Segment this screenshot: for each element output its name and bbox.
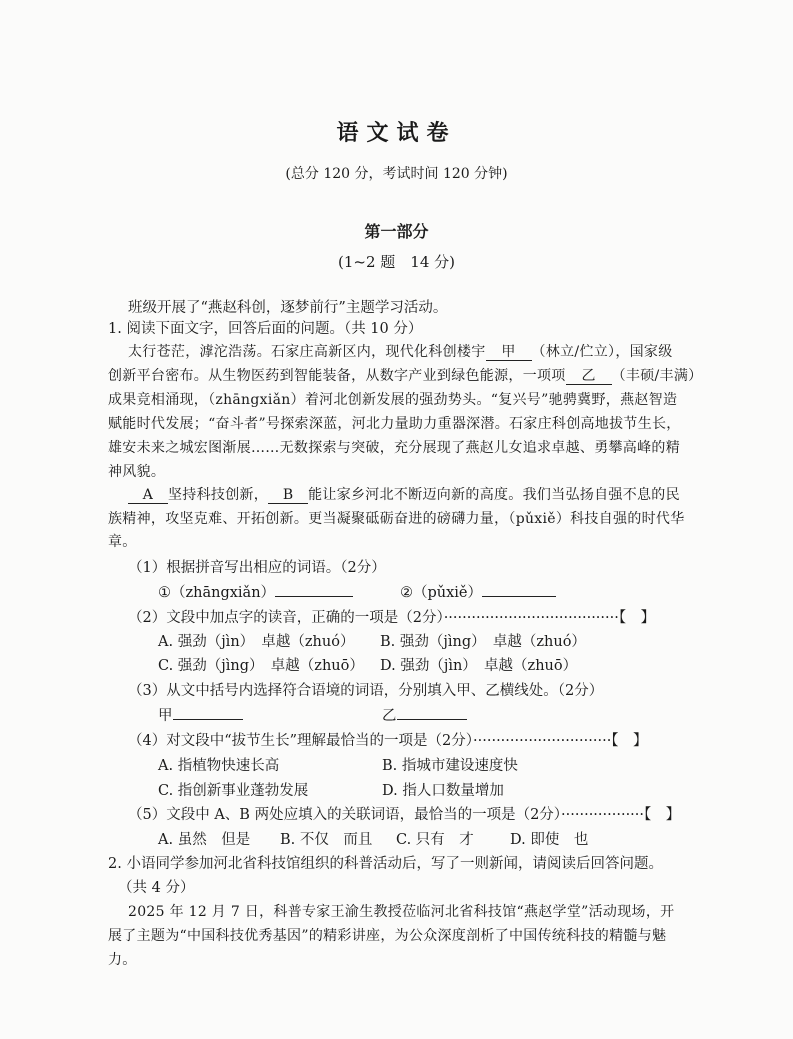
news-line: 展了主题为“中国科技优秀基因”的精彩讲座，为公众深度剖析了中国传统科技的精髓与魅 bbox=[108, 928, 667, 944]
passage-line: 章。 bbox=[108, 534, 137, 550]
answer-yi: 乙 bbox=[382, 704, 467, 725]
answer-jia: 甲 bbox=[158, 704, 243, 725]
option-c: C. 只有 才 bbox=[396, 832, 474, 848]
option-b: B. 指城市建设速度快 bbox=[382, 758, 518, 774]
option-d: D. 强劲（jìn） 卓越（zhuō） bbox=[380, 658, 578, 674]
intro-text: 班级开展了“燕赵科创，逐梦前行”主题学习活动。 bbox=[128, 300, 448, 316]
passage-line: 族精神，攻坚克难、开拓创新。更当凝聚砥砺奋进的磅礴力量，（pǔxiě）科技自强的时代华 bbox=[108, 511, 685, 527]
option-d: D. 指人口数量增加 bbox=[382, 783, 504, 799]
option-b: B. 强劲（jìng） 卓越（zhuó） bbox=[380, 634, 586, 650]
passage-line: 神风貌。 bbox=[108, 464, 166, 480]
option-a: A. 虽然 但是 bbox=[158, 832, 251, 848]
option-c: C. 强劲（jìng） 卓越（zhuō） bbox=[158, 658, 364, 674]
sub-question-4: （4）对文段中“拔节生长”理解最恰当的一项是（2分）······························【 】 bbox=[128, 733, 648, 749]
option-c: C. 指创新事业蓬勃发展 bbox=[158, 783, 309, 799]
sub-question-1: （1）根据拼音写出相应的词语。（2分） bbox=[128, 560, 386, 576]
q2-heading: 2. 小语同学参加河北省科技馆组织的科普活动后，写了一则新闻，请阅读后回答问题。 bbox=[108, 856, 663, 872]
answer-blank[interactable] bbox=[397, 707, 467, 720]
answer-blank[interactable] bbox=[482, 584, 556, 597]
passage-line: A 坚持科技创新， B 能让家乡河北不断迈向新的高度。我们当弘扬自强不息的民 bbox=[128, 484, 680, 504]
passage-line: 创新平台密布。从生物医药到智能装备，从数字产业到绿色能源，一项项 乙 （丰硕/丰满） bbox=[108, 368, 703, 384]
q1-heading: 1. 阅读下面文字，回答后面的问题。（共 10 分） bbox=[108, 321, 423, 337]
option-d: D. 即使 也 bbox=[510, 832, 589, 848]
news-line: 力。 bbox=[108, 952, 137, 968]
option-b: B. 不仅 而且 bbox=[280, 832, 373, 848]
option-a: A. 强劲（jìn） 卓越（zhuó） bbox=[158, 634, 355, 650]
passage-line: 太行苍茫，滹沱浩荡。石家庄高新区内，现代化科创楼宇 甲 （林立/伫立），国家级 bbox=[128, 344, 673, 360]
exam-info: (总分 120 分，考试时间 120 分钟) bbox=[285, 166, 508, 182]
blank-b: B bbox=[268, 488, 308, 504]
sub-question-3: （3）从文中括号内选择符合语境的词语，分别填入甲、乙横线处。（2分） bbox=[128, 683, 604, 699]
sub-question-2: （2）文段中加点字的读音，正确的一项是（2分）······································【 】 bbox=[128, 610, 656, 626]
pinyin-item-a: ①（zhāngxiǎn） bbox=[158, 581, 353, 602]
option-a: A. 指植物快速长高 bbox=[158, 758, 280, 774]
q2-score: （共 4 分） bbox=[118, 880, 195, 896]
page-title: 语文试卷 bbox=[336, 120, 457, 146]
part-heading: 第一部分 bbox=[364, 222, 429, 241]
news-line: 2025 年 12 月 7 日，科普专家王渝生教授莅临河北省科技馆“燕赵学堂”活动现场，开 bbox=[128, 904, 675, 920]
answer-blank[interactable] bbox=[173, 707, 243, 720]
passage-line: 赋能时代发展；“奋斗者”号探索深蓝，河北力量助力重器深潜。石家庄科创高地拔节生长， bbox=[108, 416, 681, 432]
passage-line: 雄安未来之城宏图渐展……无数探索与突破，充分展现了燕赵儿女追求卓越、勇攀高峰的精 bbox=[108, 440, 680, 456]
blank-jia: 甲 bbox=[486, 345, 532, 361]
part-range: (1~2 题 14 分) bbox=[338, 253, 455, 271]
sub-question-5: （5）文段中 A、B 两处应填入的关联词语，最恰当的一项是（2分）··················【 】 bbox=[128, 807, 681, 823]
blank-a: A bbox=[128, 488, 168, 504]
passage-line: 成果竞相涌现，（zhāngxiǎn）着河北创新发展的强劲势头。“复兴号”驰骋冀野，燕赵智造 bbox=[108, 392, 678, 408]
answer-blank[interactable] bbox=[275, 584, 353, 597]
blank-yi: 乙 bbox=[566, 369, 612, 385]
pinyin-item-b: ②（pǔxiě） bbox=[400, 581, 556, 602]
